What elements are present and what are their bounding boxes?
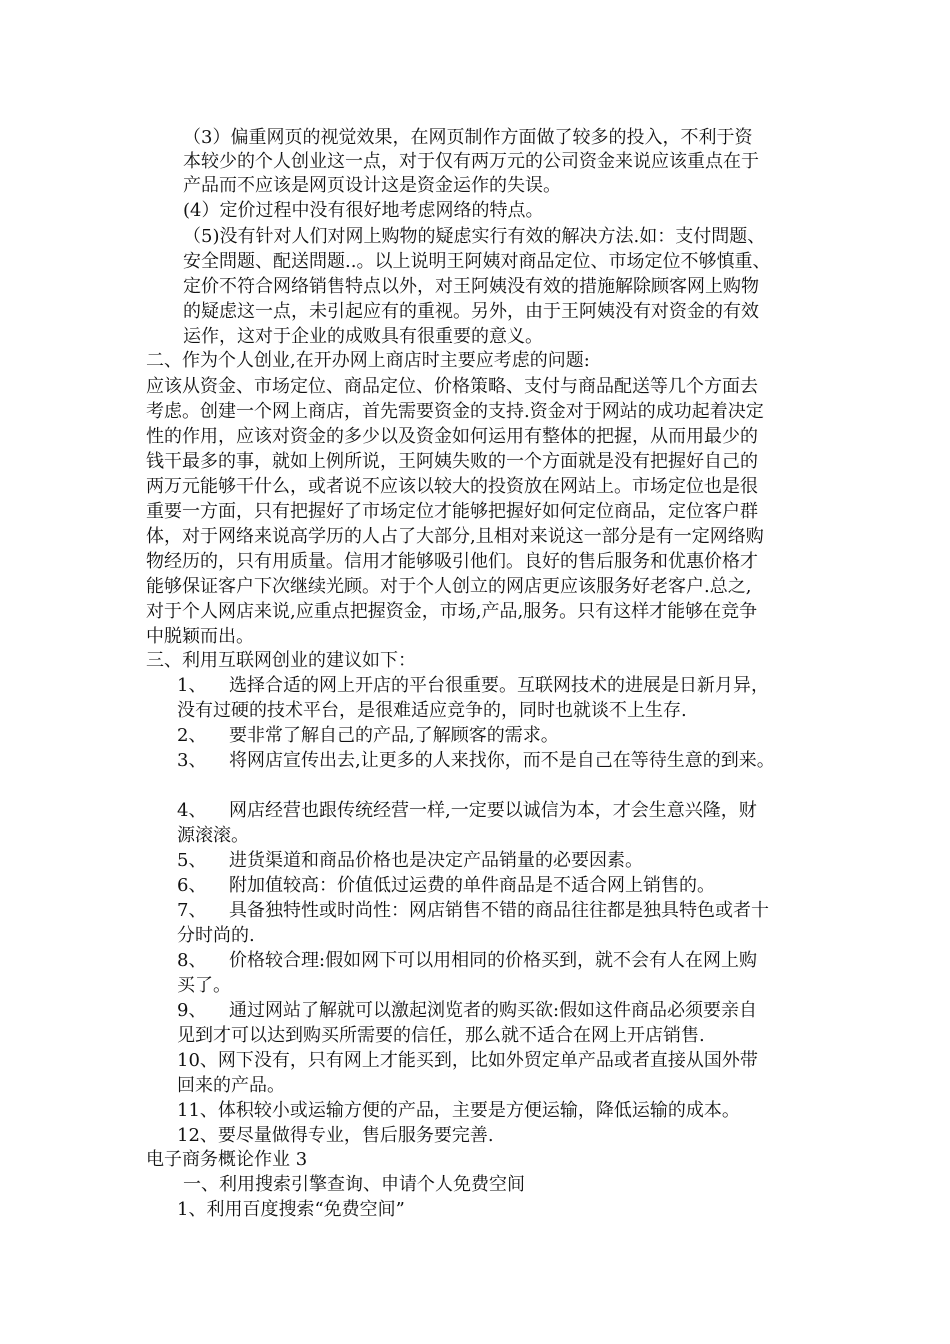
- list-item-number: 7、: [177, 900, 207, 921]
- homework-title: 电子商务概论作业 3: [146, 1149, 308, 1170]
- list-item-text: 附加值较高：价值低过运费的单件商品是不适合网上销售的。: [229, 875, 715, 896]
- section-2-line-10: 对于个人网店来说,应重点把握资金，市场,产品,服务。只有这样才能够在竞争: [146, 601, 758, 622]
- list-item-number: 1、: [177, 675, 207, 696]
- list-item-8: [177, 949, 757, 973]
- list-item-4: [177, 799, 757, 823]
- list-item-text: 具备独特性或时尚性：网店销售不错的商品往往都是独具特色或者十: [229, 900, 769, 921]
- list-item-text: 选择合适的网上开店的平台很重要。互联网技术的进展是日新月异，: [229, 675, 769, 696]
- section-2-line-11: 中脱颖而出。: [146, 626, 254, 647]
- list-item-text: 体积较小或运输方便的产品，主要是方便运输，降低运输的成本。: [217, 1100, 740, 1121]
- paragraph-3-line-1: （3）偏重网页的视觉效果，在网页制作方面做了较多的投入，不利于资: [183, 127, 753, 148]
- list-item-text: 网店经营也跟传统经营一样,一定要以诚信为本，才会生意兴隆，财: [229, 800, 757, 821]
- list-item-1-cont: 没有过硬的技术平台，是很难适应竞争的，同时也就谈不上生存.: [177, 700, 687, 721]
- section-2-line-8: 物经历的，只有用质量。信用才能够吸引他们。良好的售后服务和优惠价格才: [146, 551, 758, 572]
- list-item-text: 进货渠道和商品价格也是决定产品销量的必要因素。: [229, 850, 643, 871]
- list-item-7-cont: 分时尚的.: [177, 925, 255, 946]
- paragraph-5-line-4: 的疑虑这一点，未引起应有的重视。另外，由于王阿姨没有对资金的有效: [183, 301, 759, 322]
- list-item-number: 10、: [177, 1050, 218, 1071]
- section-2-line-5: 两万元能够干什么，或者说不应该以较大的投资放在网站上。市场定位也是很: [146, 476, 758, 497]
- list-item-8-cont: 买了。: [177, 975, 231, 996]
- homework-subheading-1: 一、利用搜索引擎查询、申请个人免费空间: [183, 1174, 525, 1195]
- paragraph-5-line-5: 运作，这对于企业的成败具有很重要的意义。: [183, 326, 543, 347]
- section-3-heading: 三、利用互联网创业的建议如下：: [146, 650, 416, 671]
- list-item-10-cont: 回来的产品。: [177, 1075, 285, 1096]
- list-item-text: 要尽量做得专业，售后服务要完善.: [217, 1125, 494, 1146]
- list-item-7: [177, 899, 769, 923]
- section-2-line-2: 考虑。创建一个网上商店，首先需要资金的支持.资金对于网站的成功起着决定: [146, 401, 764, 422]
- homework-subheading-2: 1、利用百度搜索“免费空间”: [177, 1199, 405, 1220]
- paragraph-3-line-3: 产品而不应该是网页设计这是资金运作的失误。: [183, 175, 561, 196]
- list-item-number: 2、: [177, 725, 207, 746]
- list-item-3: [177, 749, 775, 773]
- list-item-11: [177, 1099, 740, 1123]
- paragraph-3-line-2: 本较少的个人创业这一点，对于仅有两万元的公司资金来说应该重点在于: [183, 151, 759, 172]
- list-item-9: [177, 999, 757, 1023]
- list-item-number: 6、: [177, 875, 207, 896]
- list-item-text: 通过网站了解就可以激起浏览者的购买欲:假如这件商品必须要亲自: [229, 1000, 758, 1021]
- list-item-2: [177, 724, 559, 748]
- paragraph-4-line-1: (4）定价过程中没有很好地考虑网络的特点。: [183, 200, 544, 221]
- list-item-9-cont: 见到才可以达到购买所需要的信任，那么就不适合在网上开店销售.: [177, 1025, 705, 1046]
- section-2-line-4: 钱干最多的事，就如上例所说，王阿姨失败的一个方面就是没有把握好自己的: [146, 451, 758, 472]
- list-item-number: 5、: [177, 850, 207, 871]
- list-item-text: 要非常了解自己的产品,了解顾客的需求。: [229, 725, 559, 746]
- list-item-number: 8、: [177, 950, 207, 971]
- list-item-text: 将网店宣传出去,让更多的人来找你，而不是自己在等待生意的到来。: [229, 750, 775, 771]
- list-item-6: [177, 874, 715, 898]
- section-2-line-6: 重要一方面，只有把握好了市场定位才能够把握好如何定位商品，定位客户群: [146, 501, 758, 522]
- list-item-10: [177, 1049, 758, 1073]
- list-item-text: 价格较合理:假如网下可以用相同的价格买到，就不会有人在网上购: [229, 950, 758, 971]
- section-2-line-3: 性的作用，应该对资金的多少以及资金如何运用有整体的把握，从而用最少的: [146, 426, 758, 447]
- paragraph-5-line-1: （5)没有针对人们对网上购物的疑虑实行有效的解决方法.如：支付問题、: [183, 226, 766, 247]
- section-2-line-7: 体，对于网络来说高学历的人占了大部分,且相对来说这一部分是有一定网络购: [146, 526, 764, 547]
- list-item-4-cont: 源滚滚。: [177, 825, 249, 846]
- list-item-5: [177, 849, 643, 873]
- paragraph-5-line-2: 安全問题、配送問题..。以上说明王阿姨对商品定位、市场定位不够慎重、: [183, 251, 771, 272]
- list-item-number: 11、: [177, 1100, 218, 1121]
- section-2-heading: 二、作为个人创业,在开办网上商店时主要应考虑的问题:: [146, 350, 590, 371]
- list-item-number: 12、: [177, 1125, 218, 1146]
- list-item-12: [177, 1124, 494, 1148]
- paragraph-5-line-3: 定价不符合网络销售特点以外，对王阿姨没有效的措施解除顾客网上购物: [183, 276, 759, 297]
- list-item-number: 3、: [177, 750, 207, 771]
- list-item-number: 9、: [177, 1000, 207, 1021]
- list-item-1: [177, 674, 769, 698]
- list-item-number: 4、: [177, 800, 207, 821]
- section-2-line-1: 应该从资金、市场定位、商品定位、价格策略、支付与商品配送等几个方面去: [146, 376, 758, 397]
- list-item-text: 网下没有，只有网上才能买到，比如外贸定单产品或者直接从国外带: [217, 1050, 758, 1071]
- section-2-line-9: 能够保证客户下次继续光顾。对于个人创立的网店更应该服务好老客户.总之,: [146, 576, 752, 597]
